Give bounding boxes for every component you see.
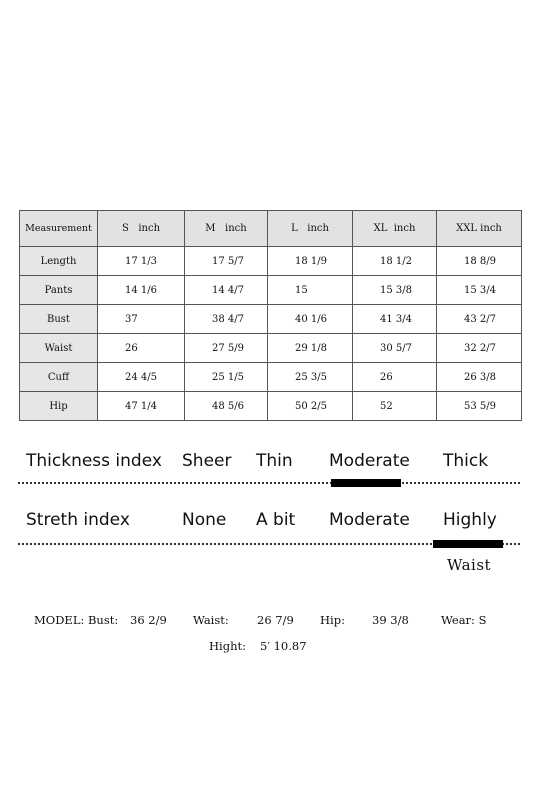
model-waist-label: Waist: bbox=[193, 613, 229, 627]
thickness-selected-marker bbox=[331, 479, 401, 487]
table-row bbox=[20, 276, 522, 305]
table-cell: 26 bbox=[98, 334, 185, 363]
row-label-pants: Pants bbox=[20, 276, 98, 305]
table-cell: 18 1/9 bbox=[268, 247, 353, 276]
table-cell: 48 5/6 bbox=[185, 392, 268, 421]
table-row bbox=[20, 334, 522, 363]
column-header-m: M inch bbox=[185, 211, 268, 247]
column-header-xl: XL inch bbox=[353, 211, 437, 247]
stretch-option-highly: Highly bbox=[443, 510, 497, 530]
thickness-option-sheer: Sheer bbox=[182, 451, 232, 471]
table-cell: 18 8/9 bbox=[437, 247, 522, 276]
table-cell: 17 1/3 bbox=[98, 247, 185, 276]
stretch-option-moderate: Moderate bbox=[329, 510, 410, 530]
table-cell: 24 4/5 bbox=[98, 363, 185, 392]
model-height-label: Hight: bbox=[209, 639, 246, 653]
thickness-option-thin: Thin bbox=[256, 451, 293, 471]
row-label-waist: Waist bbox=[20, 334, 98, 363]
table-header-row bbox=[20, 211, 522, 247]
table-cell: 50 2/5 bbox=[268, 392, 353, 421]
table-cell: 37 bbox=[98, 305, 185, 334]
model-waist-value: 26 7/9 bbox=[257, 613, 294, 627]
table-cell: 14 4/7 bbox=[185, 276, 268, 305]
table-cell: 30 5/7 bbox=[353, 334, 437, 363]
thickness-scale-line bbox=[18, 482, 520, 484]
table-cell: 17 5/7 bbox=[185, 247, 268, 276]
thickness-option-thick: Thick bbox=[443, 451, 489, 471]
model-hip-label: Hip: bbox=[320, 613, 345, 627]
table-cell: 40 1/6 bbox=[268, 305, 353, 334]
table-cell: 52 bbox=[353, 392, 437, 421]
table-cell: 15 3/4 bbox=[437, 276, 522, 305]
row-label-cuff: Cuff bbox=[20, 363, 98, 392]
row-label-bust: Bust bbox=[20, 305, 98, 334]
row-label-hip: Hip bbox=[20, 392, 98, 421]
stretch-option-a-bit: A bit bbox=[256, 510, 296, 530]
table-row bbox=[20, 247, 522, 276]
size-chart-table bbox=[19, 210, 522, 421]
table-row bbox=[20, 392, 522, 421]
table-cell: 32 2/7 bbox=[437, 334, 522, 363]
model-bust-label: MODEL: Bust: bbox=[34, 613, 119, 627]
table-cell: 41 3/4 bbox=[353, 305, 437, 334]
table-cell: 53 5/9 bbox=[437, 392, 522, 421]
stretch-note-waist: Waist bbox=[447, 556, 492, 574]
model-hip-value: 39 3/8 bbox=[372, 613, 409, 627]
table-cell: 27 5/9 bbox=[185, 334, 268, 363]
table-cell: 15 3/8 bbox=[353, 276, 437, 305]
table-row bbox=[20, 305, 522, 334]
table-corner-header: Measurement bbox=[20, 211, 98, 247]
stretch-index-title: Streth index bbox=[26, 510, 130, 530]
table-cell: 15 bbox=[268, 276, 353, 305]
model-height-value: 5′ 10.87 bbox=[260, 639, 307, 653]
table-cell: 29 1/8 bbox=[268, 334, 353, 363]
stretch-selected-marker bbox=[433, 540, 503, 548]
column-header-s: S inch bbox=[98, 211, 185, 247]
table-row bbox=[20, 363, 522, 392]
table-cell: 38 4/7 bbox=[185, 305, 268, 334]
table-cell: 26 3/8 bbox=[437, 363, 522, 392]
table-cell: 25 1/5 bbox=[185, 363, 268, 392]
table-cell: 25 3/5 bbox=[268, 363, 353, 392]
table-cell: 18 1/2 bbox=[353, 247, 437, 276]
row-label-length: Length bbox=[20, 247, 98, 276]
table-cell: 43 2/7 bbox=[437, 305, 522, 334]
model-bust-value: 36 2/9 bbox=[130, 613, 167, 627]
table-cell: 47 1/4 bbox=[98, 392, 185, 421]
stretch-option-none: None bbox=[182, 510, 227, 530]
thickness-option-moderate: Moderate bbox=[329, 451, 410, 471]
column-header-xxl: XXL inch bbox=[437, 211, 522, 247]
table-cell: 14 1/6 bbox=[98, 276, 185, 305]
table-cell: 26 bbox=[353, 363, 437, 392]
model-wear: Wear: S bbox=[441, 613, 487, 627]
thickness-index-title: Thickness index bbox=[26, 451, 162, 471]
column-header-l: L inch bbox=[268, 211, 353, 247]
